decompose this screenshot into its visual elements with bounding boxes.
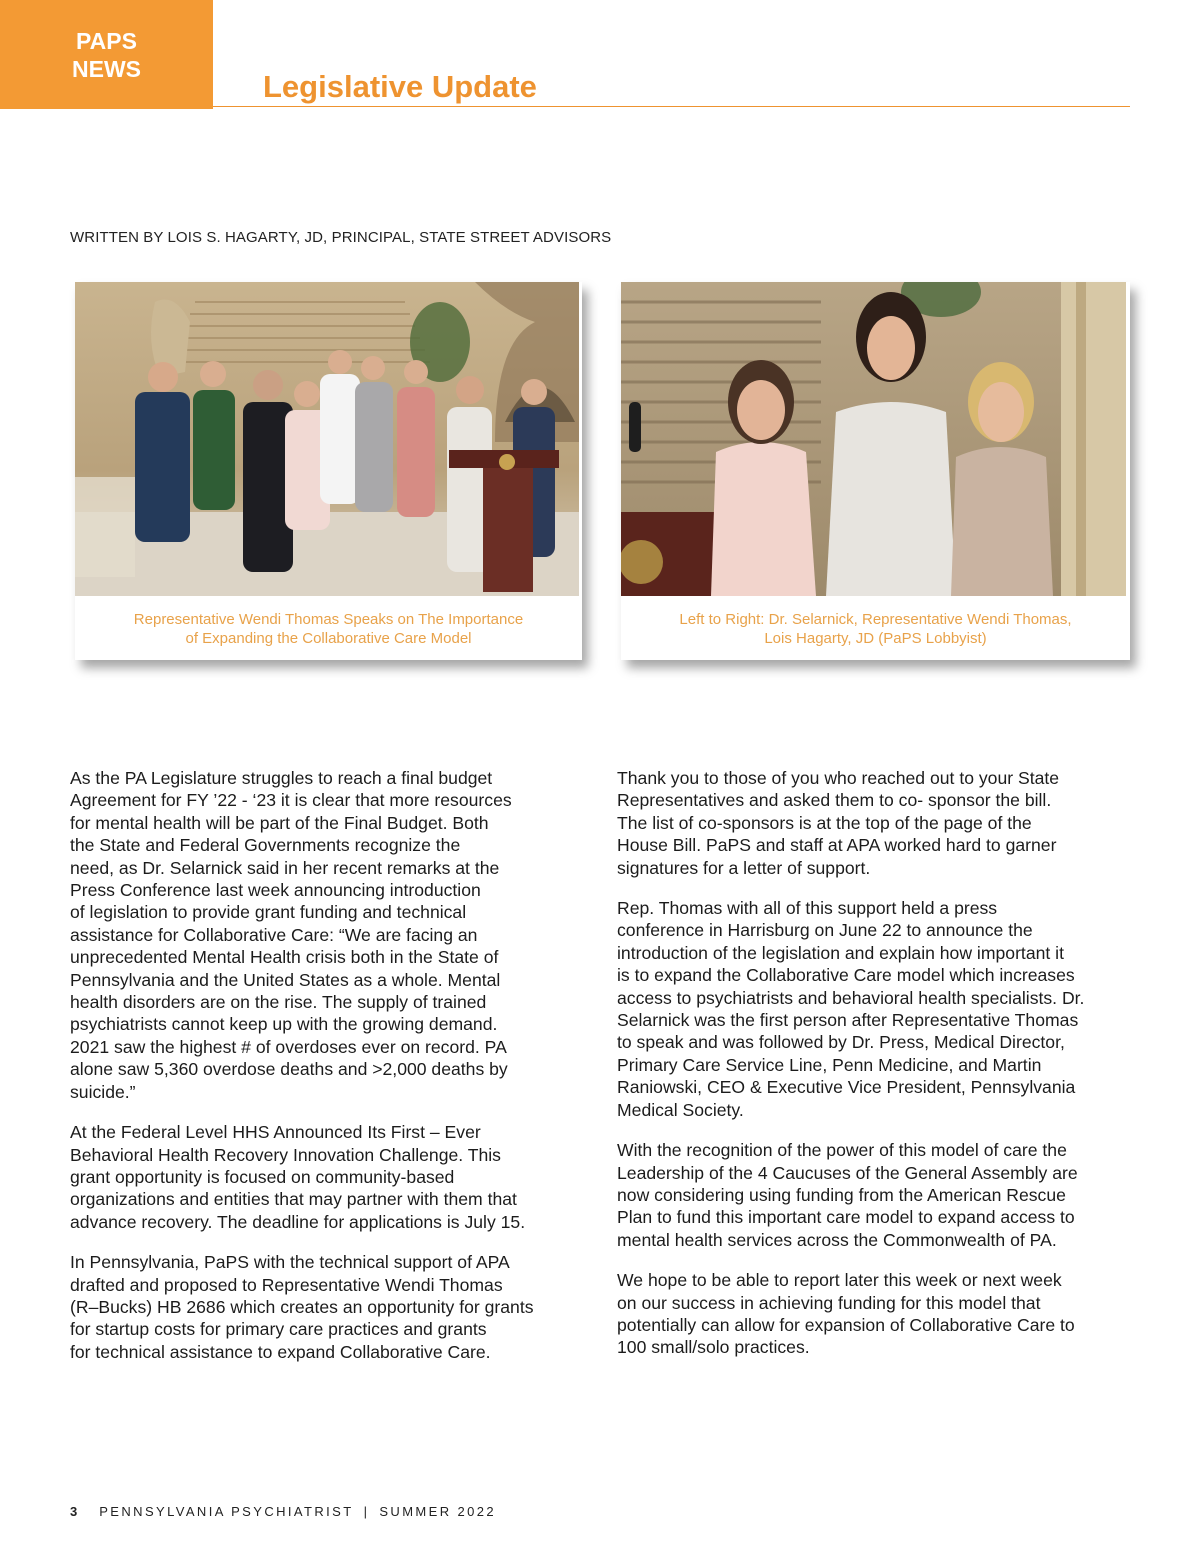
- group-portrait-photo: [621, 282, 1126, 596]
- page-footer: [70, 1504, 496, 1519]
- paragraph-line: The list of co-sponsors is at the top of the page of the: [617, 812, 1032, 833]
- page-number: 3: [70, 1504, 78, 1519]
- paragraph-line: 2021 saw the highest # of overdoses ever on record. PA: [70, 1036, 507, 1057]
- paragraph-line: of legislation to provide grant funding and technical: [70, 902, 467, 923]
- paragraph-line: In Pennsylvania, PaPS with the technical support of APA: [70, 1252, 510, 1273]
- paragraph-line: assistance for Collaborative Care: “We are facing an: [70, 924, 478, 945]
- article-column-left: [70, 767, 590, 1381]
- footer-separator: |: [363, 1504, 370, 1519]
- paragraph-line: access to psychiatrists and behavioral health specialists. Dr.: [617, 987, 1085, 1008]
- paragraph-line: on our success in achieving funding for this model that: [617, 1292, 1041, 1313]
- paragraph-line: for startup costs for primary care practices and grants: [70, 1319, 487, 1340]
- paragraph-line: for technical assistance to expand Collaborative Care.: [70, 1341, 491, 1362]
- paragraph-line: Thank you to those of you who reached out to your State: [617, 768, 1060, 788]
- paragraph-line: Plan to fund this important care model to expand access to: [617, 1207, 1075, 1228]
- paragraph-line: health disorders are on the rise. The supply of trained: [70, 992, 487, 1013]
- paragraph-line: mental health services across the Commonwealth of PA.: [617, 1229, 1057, 1250]
- article-column-right: [617, 767, 1137, 1377]
- paragraph-line: unprecedented Mental Health crisis both in the State of: [70, 947, 499, 968]
- caption-line: of Expanding the Collaborative Care Model: [185, 630, 472, 647]
- paragraph-line: the State and Federal Governments recognize the: [70, 835, 461, 856]
- paragraph-line: We hope to be able to report later this week or next week: [617, 1270, 1062, 1291]
- title-divider: [213, 106, 1130, 107]
- article-paragraph: [617, 1139, 1137, 1251]
- paragraph-line: grant opportunity is focused on community-based: [70, 1166, 455, 1187]
- paragraph-line: Rep. Thomas with all of this support held a press: [617, 898, 998, 919]
- paragraph-line: Representatives and asked them to co- sponsor the bill.: [617, 790, 1052, 811]
- photo-card-right: [621, 282, 1130, 660]
- paragraph-line: potentially can allow for expansion of Collaborative Care to: [617, 1314, 1075, 1335]
- paragraph-line: psychiatrists cannot keep up with the growing demand.: [70, 1014, 498, 1035]
- paragraph-line: Medical Society.: [617, 1099, 744, 1120]
- paragraph-line: 100 small/solo practices.: [617, 1337, 810, 1358]
- press-conference-photo: [75, 282, 579, 596]
- caption-line: Left to Right: Dr. Selarnick, Representative Wendi Thomas,: [679, 611, 1072, 628]
- paragraph-line: With the recognition of the power of this model of care the: [617, 1140, 1067, 1161]
- paragraph-line: advance recovery. The deadline for applications is July 15.: [70, 1211, 526, 1232]
- paragraph-line: House Bill. PaPS and staff at APA worked hard to garner: [617, 835, 1057, 856]
- section-title: Legislative Update: [263, 69, 537, 104]
- paragraph-line: need, as Dr. Selarnick said in her recent remarks at the: [70, 857, 500, 878]
- paragraph-line: now considering using funding from the American Rescue: [617, 1184, 1066, 1205]
- issue-date: SUMMER 2022: [379, 1504, 497, 1519]
- paragraph-line: Agreement for FY ’22 - ‘23 it is clear that more resources: [70, 790, 512, 811]
- paragraph-line: drafted and proposed to Representative Wendi Thomas: [70, 1274, 503, 1295]
- publication-name: PENNSYLVANIA PSYCHIATRIST: [99, 1504, 354, 1519]
- paragraph-line: Primary Care Service Line, Penn Medicine, and Martin: [617, 1054, 1042, 1075]
- news-tab: [0, 0, 213, 109]
- paragraph-line: Behavioral Health Recovery Innovation Challenge. This: [70, 1144, 501, 1165]
- article-paragraph: [617, 1269, 1137, 1359]
- paragraph-line: Selarnick was the first person after Representative Thomas: [617, 1010, 1079, 1031]
- paragraph-line: Pennsylvania and the United States as a whole. Mental: [70, 969, 501, 990]
- tab-label-line1: PAPS: [76, 28, 137, 54]
- article-paragraph: [70, 1251, 590, 1363]
- paragraph-line: alone saw 5,360 overdose deaths and >2,000 deaths by: [70, 1059, 508, 1080]
- photo-caption-right: [621, 610, 1130, 648]
- paragraph-line: for mental health will be part of the Final Budget. Both: [70, 812, 489, 833]
- caption-line: Representative Wendi Thomas Speaks on The Importance: [133, 611, 524, 628]
- paragraph-line: signatures for a letter of support.: [617, 857, 871, 878]
- photo-caption-left: [75, 610, 582, 648]
- paragraph-line: (R–Bucks) HB 2686 which creates an opportunity for grants: [70, 1296, 534, 1317]
- paragraph-line: As the PA Legislature struggles to reach a final budget: [70, 768, 493, 788]
- article-paragraph: [617, 897, 1137, 1121]
- paragraph-line: At the Federal Level HHS Announced Its First – Ever: [70, 1122, 481, 1143]
- paragraph-line: to speak and was followed by Dr. Press, Medical Director,: [617, 1032, 1065, 1053]
- paragraph-line: is to expand the Collaborative Care model which increases: [617, 965, 1075, 986]
- paragraph-line: introduction of the legislation and explain how important it: [617, 942, 1064, 963]
- paragraph-line: conference in Harrisburg on June 22 to announce the: [617, 920, 1033, 941]
- paragraph-line: organizations and entities that may partner with them that: [70, 1189, 517, 1210]
- tab-label-line2: NEWS: [72, 56, 141, 82]
- byline: WRITTEN BY LOIS S. HAGARTY, JD, PRINCIPAL, STATE STREET ADVISORS: [70, 229, 612, 246]
- article-paragraph: [617, 767, 1137, 879]
- paragraph-line: Raniowski, CEO & Executive Vice President, Pennsylvania: [617, 1077, 1076, 1098]
- article-paragraph: [70, 767, 590, 1103]
- paragraph-line: Leadership of the 4 Caucuses of the General Assembly are: [617, 1162, 1078, 1183]
- paragraph-line: Press Conference last week announcing introduction: [70, 880, 481, 901]
- caption-line: Lois Hagarty, JD (PaPS Lobbyist): [764, 630, 987, 647]
- article-paragraph: [70, 1121, 590, 1233]
- paragraph-line: suicide.”: [70, 1081, 136, 1102]
- photo-card-left: [75, 282, 582, 660]
